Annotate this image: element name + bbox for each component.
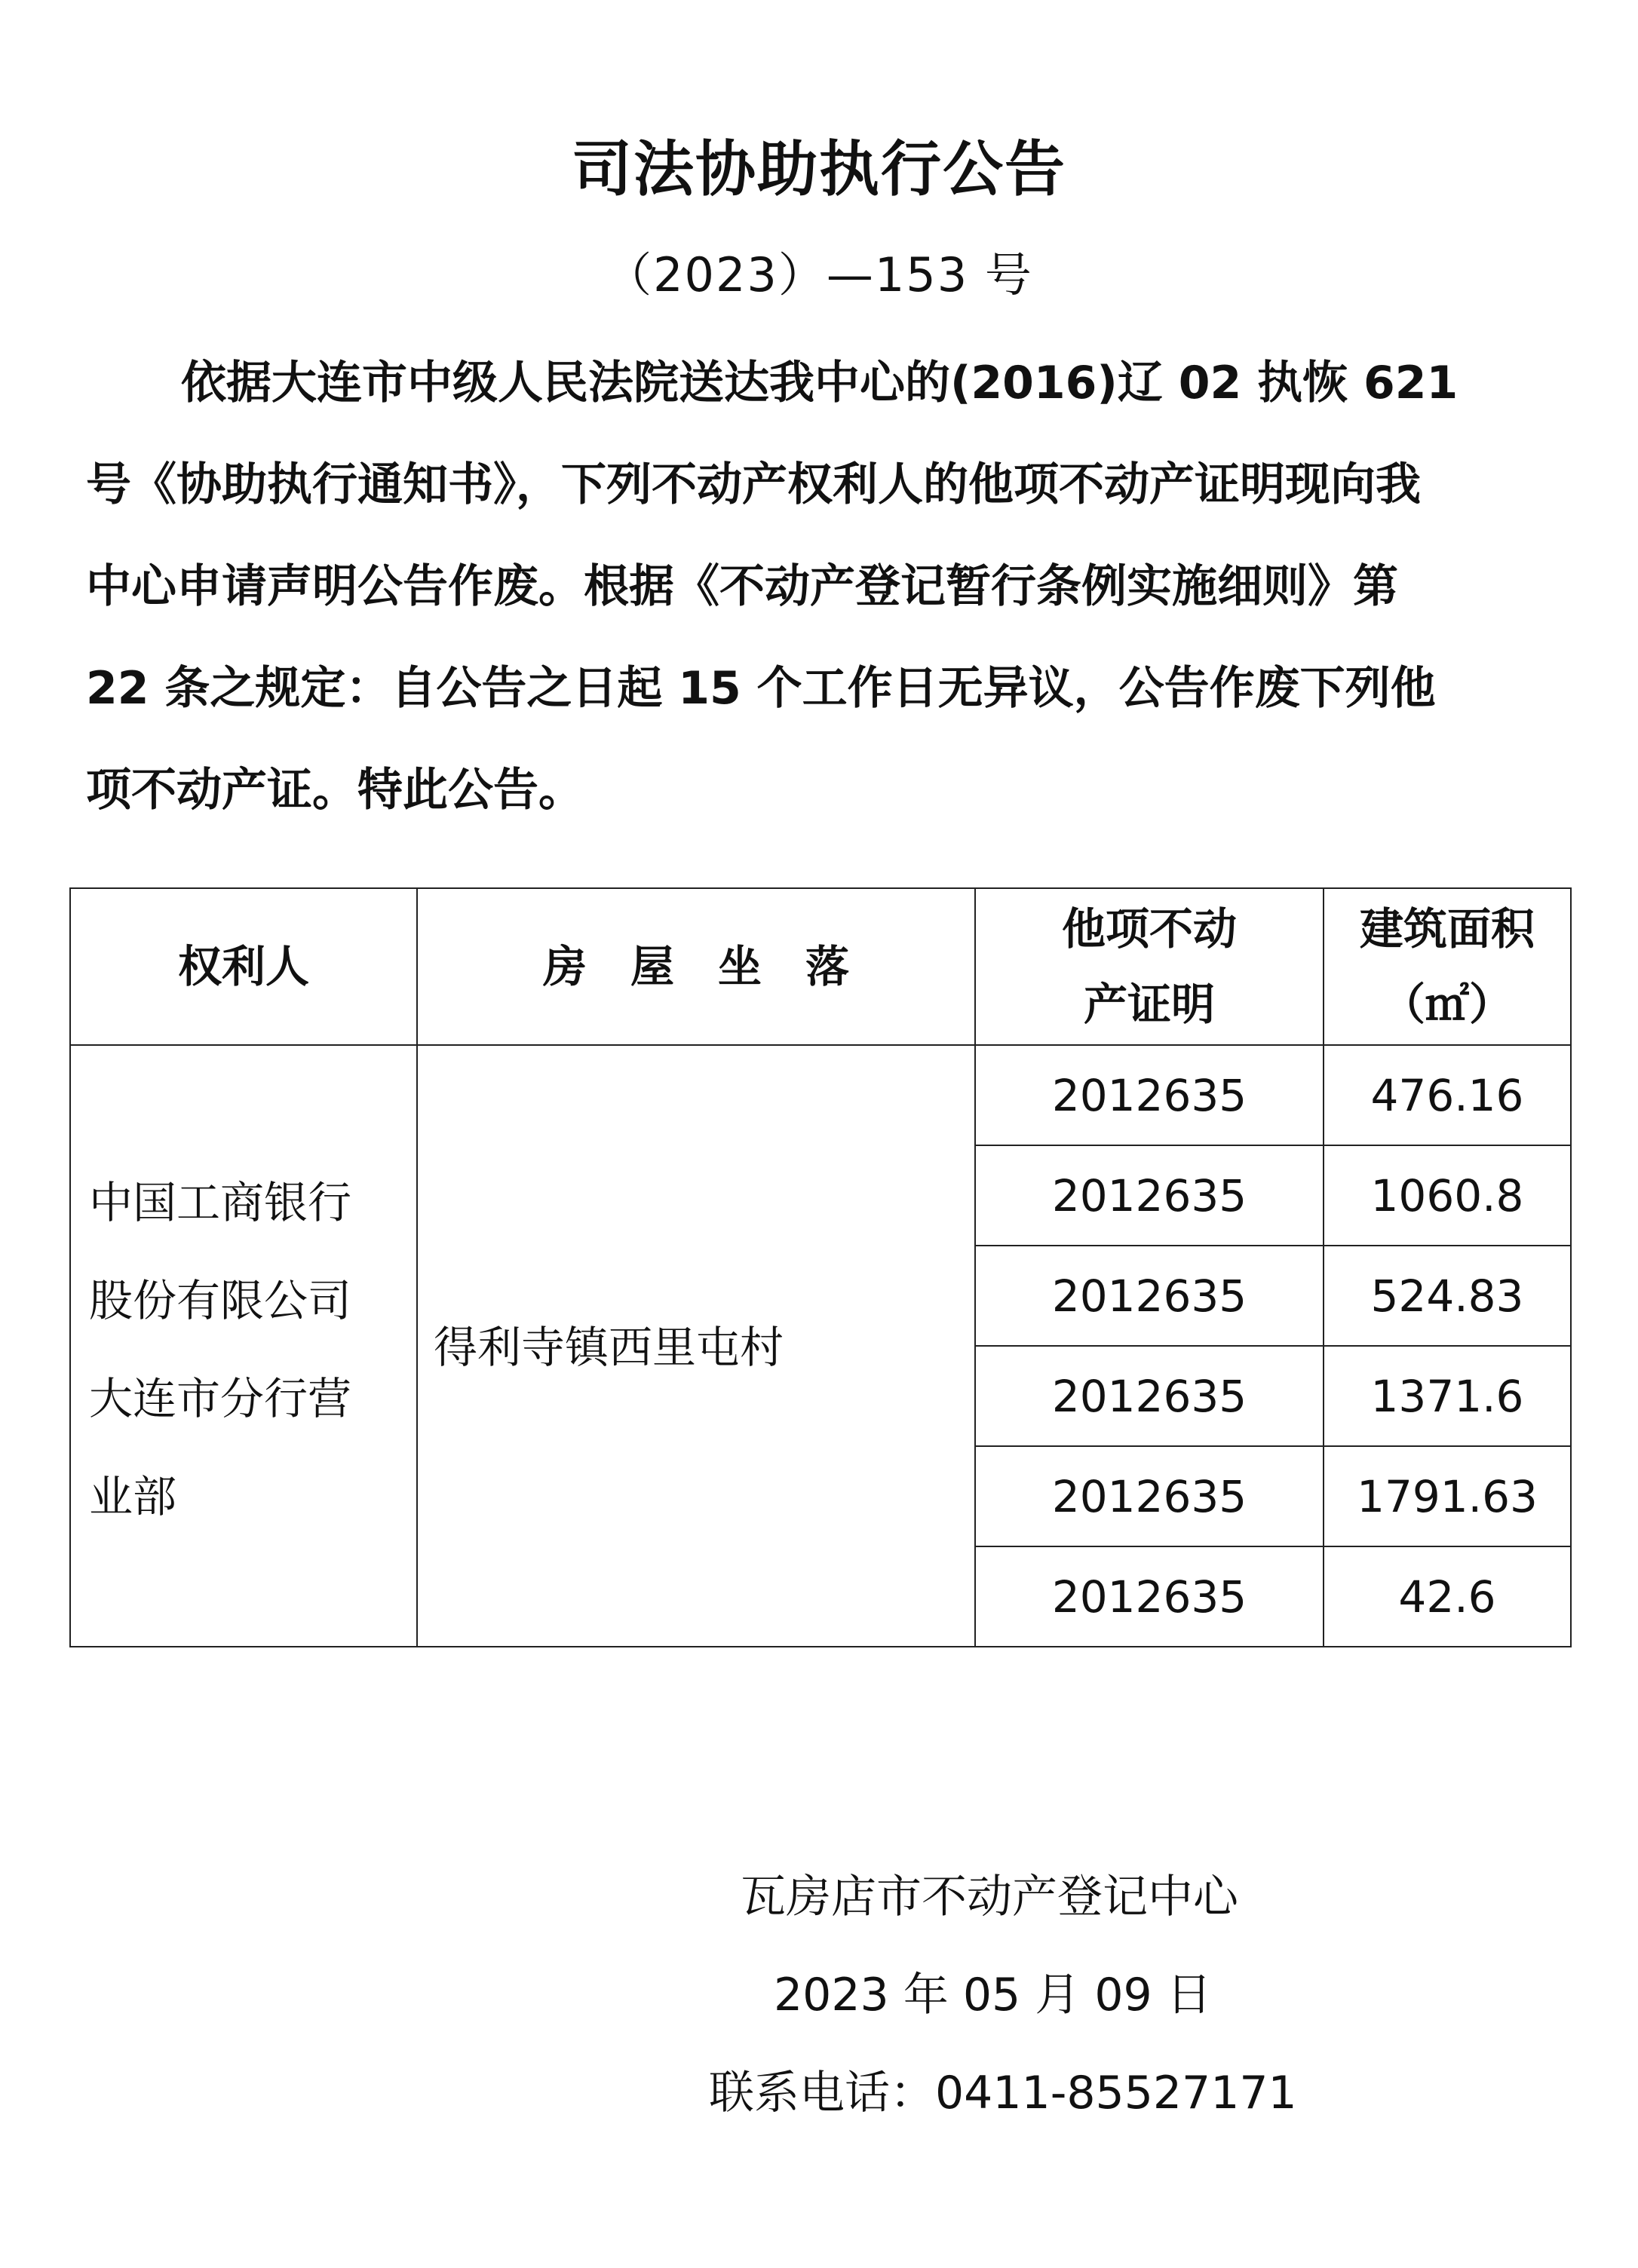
issuing-organization: 瓦房店市不动产登记中心 [741, 1871, 1238, 1923]
certificate-number: 2012635 [1051, 1571, 1247, 1623]
header-certificate-line2: 产证明 [1083, 979, 1215, 1030]
contact-phone: 联系电话：0411-85527171 [709, 2067, 1297, 2119]
certificate-number: 2012635 [1051, 1169, 1247, 1221]
header-location [418, 889, 974, 1044]
header-location-label: 房 屋 坐 落 [542, 941, 849, 992]
header-certificate-line1: 他项不动 [1061, 903, 1237, 955]
header-certificate [976, 889, 1323, 1044]
body-line-5: 项不动产证。特此公告。 [86, 764, 584, 817]
building-area: 1791.63 [1357, 1470, 1538, 1522]
document-number: （2023）—153 号 [605, 247, 1033, 302]
rights-holder: 中国工商银行 股份有限公司 大连市分行营 业部 [89, 1177, 352, 1522]
building-area: 42.6 [1398, 1571, 1496, 1623]
building-area: 1060.8 [1370, 1169, 1524, 1221]
header-owner-label: 权利人 [177, 941, 309, 992]
building-area: 476.16 [1370, 1069, 1524, 1121]
certificate-number: 2012635 [1051, 1470, 1247, 1522]
building-area: 524.83 [1370, 1270, 1524, 1322]
page-title: 司法协助执行公告 [572, 134, 1066, 204]
certificate-number: 2012635 [1051, 1270, 1247, 1322]
certificate-number: 2012635 [1051, 1370, 1247, 1422]
body-line-1: 依据大连市中级人民法院送达我中心的(2016)辽 02 执恢 621 [181, 357, 1459, 409]
header-area-line2: （㎡） [1381, 979, 1513, 1030]
body-line-4: 22 条之规定：自公告之日起 15 个工作日无异议，公告作废下列他 [86, 662, 1436, 715]
header-area [1324, 889, 1570, 1044]
header-area-line1: 建筑面积 [1359, 903, 1535, 955]
body-line-2: 号《协助执行通知书》，下列不动产权利人的他项不动产证明现向我 [86, 458, 1421, 511]
building-area: 1371.6 [1370, 1370, 1524, 1422]
body-line-3: 中心申请声明公告作废。根据《不动产登记暂行条例实施细则》第 [86, 560, 1398, 613]
certificate-number: 2012635 [1051, 1069, 1247, 1121]
header-owner [71, 889, 416, 1044]
issue-date: 2023 年 05 月 09 日 [774, 1969, 1212, 2021]
property-location: 得利寺镇西里屯村 [434, 1322, 784, 1373]
